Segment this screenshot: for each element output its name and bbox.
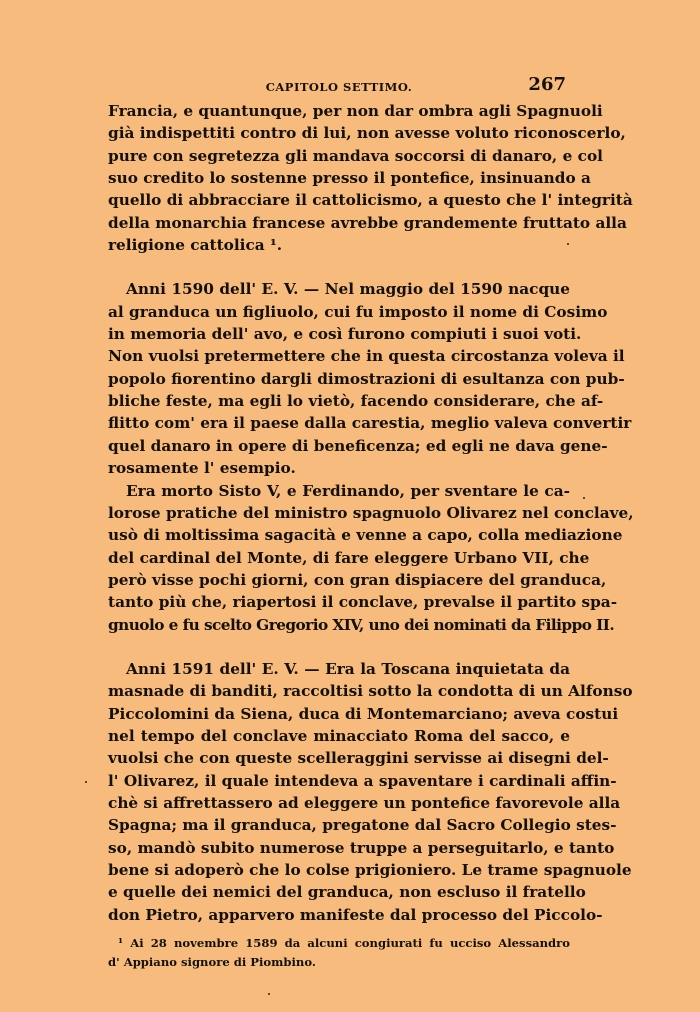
text-line: l' Olivarez, il quale intendeva a spaventare i cardinali affin- [108,771,617,790]
text-line: popolo fiorentino dargli dimostrazioni di esultanza con pub- [108,369,625,388]
text-line: masnade di banditi, raccoltisi sotto la condotta di un Alfonso [108,682,633,701]
text-line: del cardinal del Monte, di fare eleggere Urbano VII, che [108,548,590,567]
paragraph-spacer [108,636,570,658]
text-line: chè si affrettassero ad eleggere un pontefice favorevole alla [108,793,621,812]
text-line: al granduca un figliuolo, cui fu imposto il nome di Cosimo [108,302,608,321]
text-line: Non vuolsi pretermettere che in questa circostanza voleva il [108,347,625,366]
paragraph-2 [108,278,632,479]
text-line: usò di moltissima sagacità e venne a capo, colla mediazione [108,526,623,545]
text-line: in memoria dell' avo, e così furono compiuti i suoi voti. [108,325,582,344]
text-line: vuolsi che con queste scelleraggini servisse ai disegni del- [108,749,609,768]
page-number: 267 [528,74,566,95]
text-line: suo credito lo sostenne presso il pontefice, insinuando a [108,169,591,188]
text-line: bliche feste, ma egli lo vietò, facendo considerare, che af- [108,392,604,411]
text-line: Francia, e quantunque, per non dar ombra agli Spagnuoli [108,102,603,120]
text-line: Era morto Sisto V, e Ferdinando, per sventare le ca- [126,481,570,500]
text-line: Anni 1591 dell' E. V. — Era la Toscana inquietata da [126,659,570,678]
page-body [108,74,634,972]
text-line: so, mandò subito numerose truppe a perseguitarlo, e tanto [108,838,615,857]
text-line: pure con segretezza gli mandava soccorsi di danaro, e col [108,146,603,165]
paragraph-3 [108,480,634,636]
footnote-line: d' Appiano signore di Piombino. [108,955,316,970]
footnote-line: ¹ Ai 28 novembre 1589 da alcuni congiurati fu ucciso Alessandro [118,936,570,951]
text-line: rosamente l' esempio. [108,459,296,478]
scan-speck [583,497,585,499]
text-line: e quelle dei nemici del granduca, non escluso il fratello [108,883,586,902]
text-line: Spagna; ma il granduca, pregatone dal Sacro Collegio stes- [108,816,617,835]
text-line: quel danaro in opere di beneficenza; ed egli ne dava gene- [108,436,608,455]
text-line: Piccolomini da Siena, duca di Montemarciano; aveva costui [108,704,619,723]
paragraph-4 [108,658,633,926]
text-line: quello di abbracciare il cattolicismo, a questo che l' integrità [108,191,633,210]
text-line: bene si adoperò che lo colse prigioniero. Le trame spagnuole [108,861,632,879]
chapter-title: CAPITOLO SETTIMO. [265,80,413,94]
footnote [108,934,570,972]
scan-speck [567,243,569,245]
text-line: della monarchia francese avrebbe grandemente fruttato alla [108,213,627,232]
running-header [108,74,570,100]
text-line: Anni 1590 dell' E. V. — Nel maggio del 1590 nacque [126,280,570,299]
paragraph-1 [108,100,633,256]
text-line: don Pietro, apparvero manifeste dal processo del Piccolo- [108,905,603,924]
text-line: tanto più che, riapertosi il conclave, prevalse il partito spa- [108,593,618,612]
scan-speck [85,781,87,783]
text-line: religione cattolica ¹. [108,236,283,255]
scan-speck [268,993,270,995]
text-line: però visse pochi giorni, con gran dispiacere del granduca, [108,570,607,589]
paragraph-spacer [108,256,570,278]
text-line: nel tempo del conclave minacciato Roma del sacco, e [108,726,570,745]
text-line: gnuolo e fu scelto Gregorio XIV, uno dei nominati da Filippo II. [108,615,615,634]
text-line: flitto com' era il paese dalla carestia, meglio valeva convertir [108,414,632,433]
text-line: già indispettiti contro di lui, non avesse voluto riconoscerlo, [108,124,626,143]
text-line: lorose pratiche del ministro spagnuolo Olivarez nel conclave, [108,503,634,522]
